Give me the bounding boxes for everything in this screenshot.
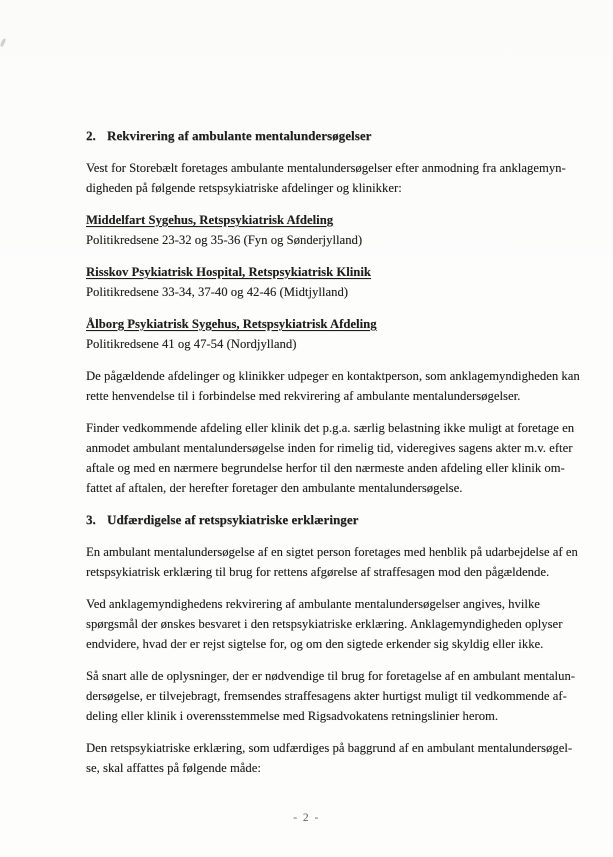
paragraph-purpose [86, 542, 578, 582]
section-heading-2-text [86, 126, 564, 146]
section-title: Udfærdigelse af retspsykiatriske erklæringer [107, 512, 359, 527]
facility-entry-middelfart [86, 210, 564, 250]
section-heading-2 [86, 126, 564, 146]
text-line: deling eller klinik i overensstemmelse med Rigsadvokatens retningslinier herom. [86, 709, 499, 723]
text-line: retspsykiatrisk erklæring til brug for rettens afgørelse af straffesagen mod den pågældende. [86, 565, 550, 579]
facility-entry-risskov [86, 262, 564, 302]
text-line: endvidere, hvad der er rejst sigtelse for, og om den sigtede erkender sig skyldig eller ikke. [86, 637, 544, 651]
section-heading-3 [86, 510, 564, 530]
section-title: Rekvirering af ambulante mentalundersøgelser [107, 128, 372, 143]
section-number: 2. [86, 128, 96, 143]
facility-districts: Politikredsene 41 og 47-54 (Nordjylland) [86, 337, 297, 351]
section-heading-3-text [86, 510, 564, 530]
section-number: 3. [86, 512, 96, 527]
scan-artifact-smudge [0, 38, 6, 48]
text-line: spørgsmål der ønskes besvaret i den retspsykiatriske erklæring. Anklagemyndigheden oplyser [86, 617, 563, 631]
facility-name: Ålborg Psykiatrisk Sygehus, Retspsykiatrisk Afdeling [86, 317, 377, 331]
text-line: Den retspsykiatriske erklæring, som udfærdiges på baggrund af en ambulant mentalundersøgel- [86, 741, 573, 755]
text-line: fattet af aftalen, der herefter foretager den ambulante mentalundersøgelse. [86, 481, 463, 495]
paragraph-contact-person [86, 366, 580, 406]
facility-name: Risskov Psykiatrisk Hospital, Retspsykiatrisk Klinik [86, 265, 371, 279]
facility-districts: Politikredsene 23-32 og 35-36 (Fyn og Sønderjylland) [86, 233, 363, 247]
text-line: aftale og med en nærmere begrundelse herfor til den nærmeste anden afdeling eller klinik om- [86, 461, 565, 475]
paragraph-forwarding [86, 666, 576, 726]
paragraph-workload-referral [86, 418, 575, 498]
paragraph-report-format [86, 738, 573, 778]
text-line: dersøgelse, er tilvejebragt, fremsendes straffesagens akter hurtigst muligt til vedkommende af- [86, 689, 567, 703]
facility-name: Middelfart Sygehus, Retspsykiatrisk Afdeling [86, 213, 334, 227]
facility-entry-aalborg [86, 314, 564, 354]
paragraph-intro [86, 158, 564, 198]
text-line: anmodet ambulant mentalundersøgelse inden for rimelig tid, videregives sagens akter m.v. efter [86, 441, 573, 455]
text-line: Vest for Storebælt foretages ambulante mentalundersøgelser efter anmodning fra anklagemyn- [86, 161, 566, 175]
text-line: digheden på følgende retspsykiatriske afdelinger og klinikker: [86, 181, 402, 195]
text-line: Så snart alle de oplysninger, der er nødvendige til brug for foretagelse af en ambulant mentalun- [86, 669, 576, 683]
page-footer [0, 808, 613, 826]
text-line: En ambulant mentalundersøgelse af en sigtet person foretages med henblik på udarbejdelse af en [86, 545, 578, 559]
text-line: se, skal affattes på følgende måde: [86, 761, 261, 775]
facility-districts: Politikredsene 33-34, 37-40 og 42-46 (Midtjylland) [86, 285, 349, 299]
document-body [86, 126, 580, 790]
text-line: De pågældende afdelinger og klinikker udpeger en kontaktperson, som anklagemyndigheden kan [86, 369, 580, 383]
text-line: Ved anklagemyndighedens rekvirering af ambulante mentalundersøgelser angives, hvilke [86, 597, 540, 611]
page-number: - 2 - [293, 812, 320, 824]
paragraph-questions [86, 594, 564, 654]
text-line: rette henvendelse til i forbindelse med rekvirering af ambulante mentalundersøgelser. [86, 389, 521, 403]
text-line: Finder vedkommende afdeling eller klinik det p.g.a. særlig belastning ikke muligt at foretage en [86, 421, 575, 435]
